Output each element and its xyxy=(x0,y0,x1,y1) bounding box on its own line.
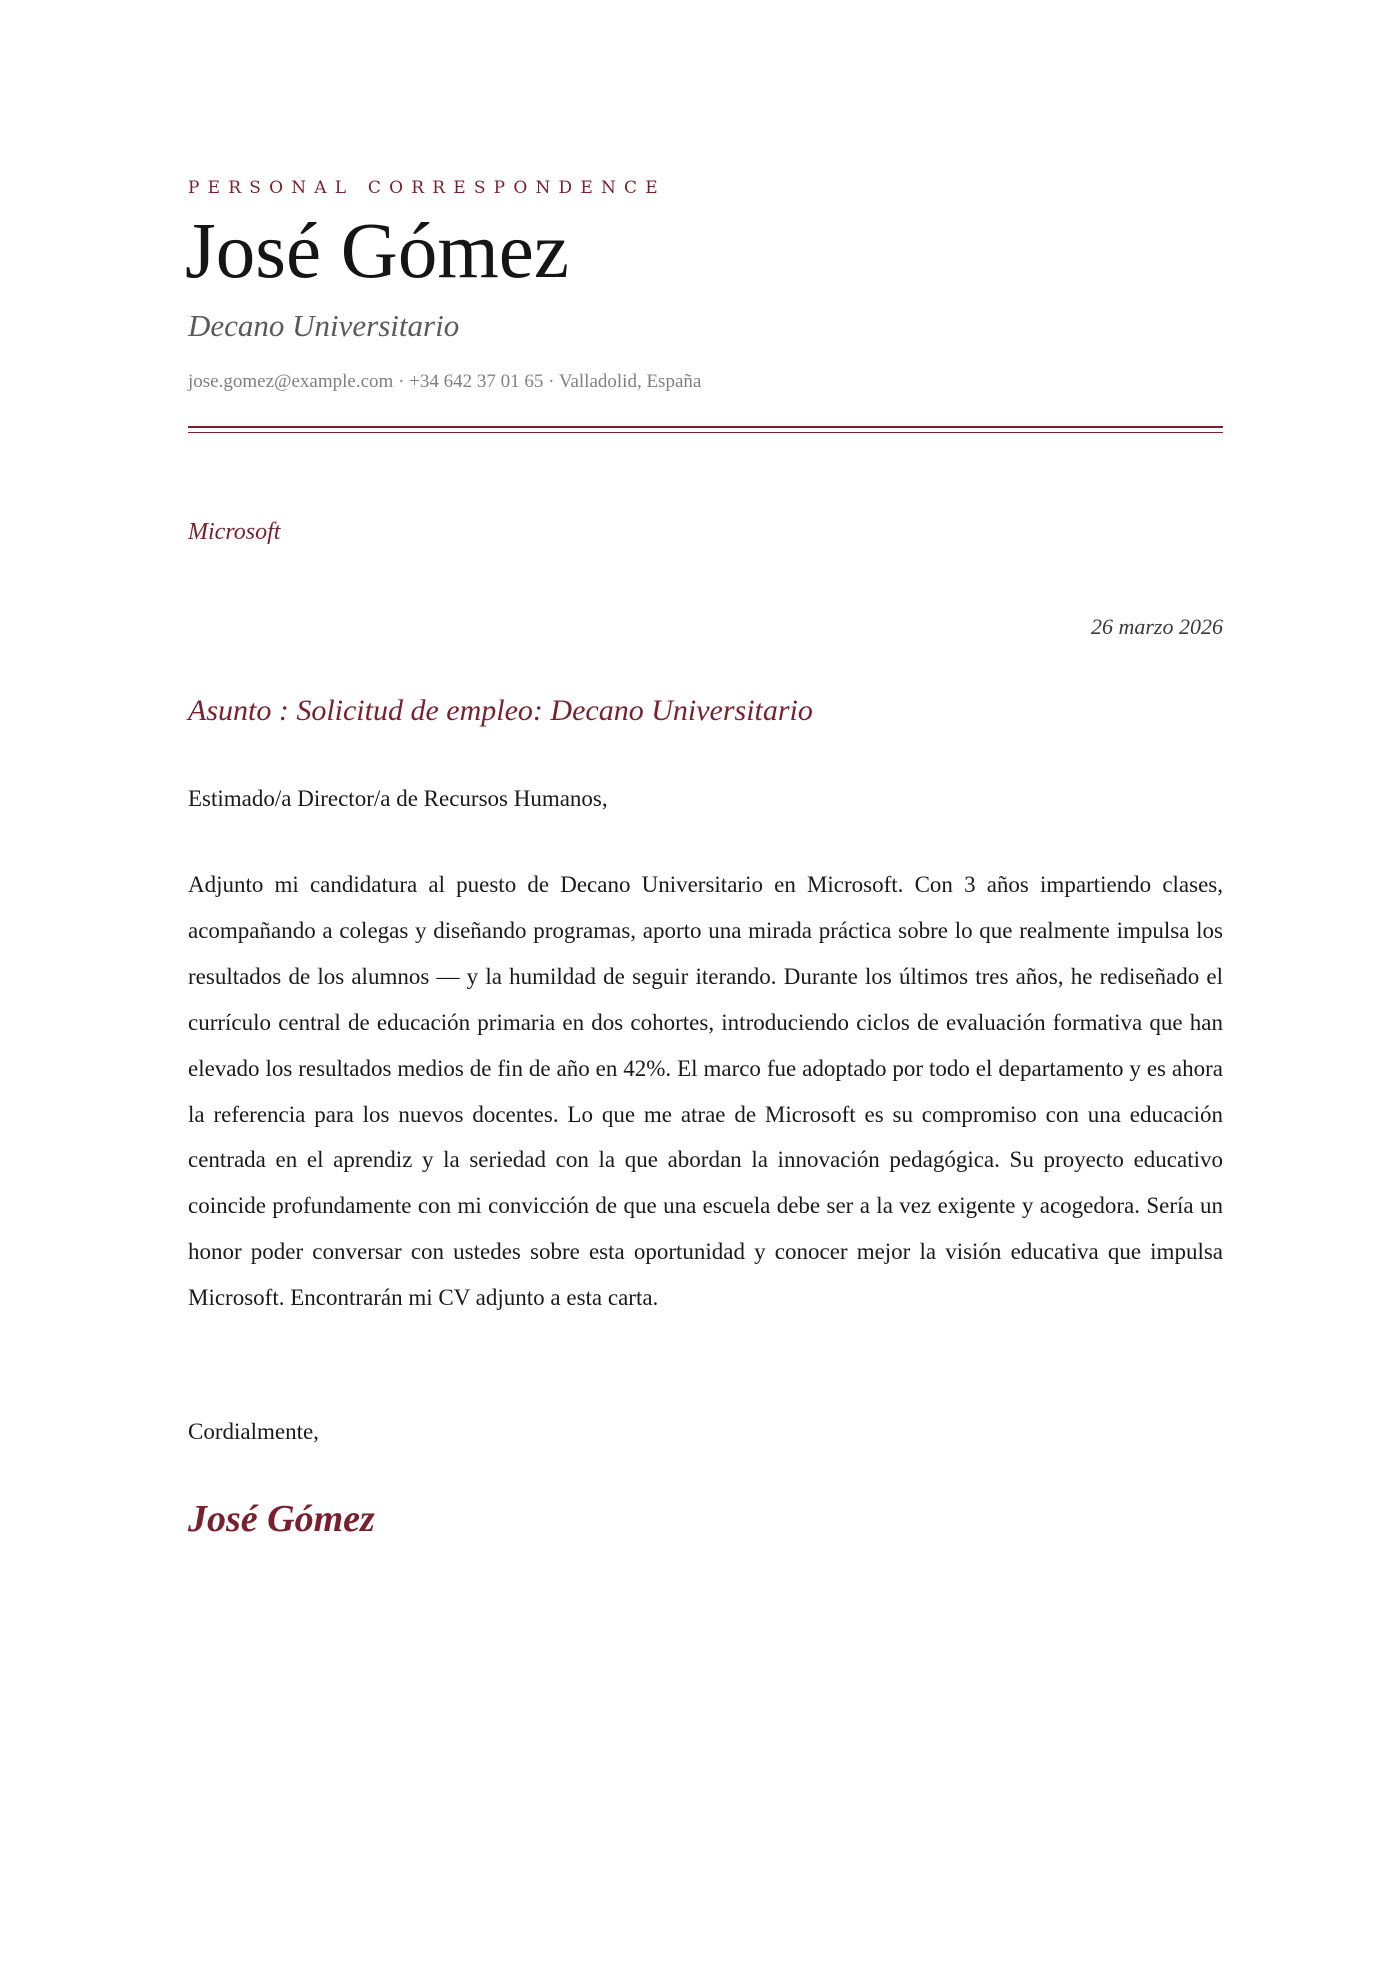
letter-closing: Cordialmente, xyxy=(188,1419,319,1444)
letter-body: Adjunto mi candidatura al puesto de Decano Universitario en Microsoft. Con 3 años impartiendo clases, acompañando a colegas y diseñando programas, aporto una mirada práctica sobre lo que realmente impulsa los resultados de los alumnos — y la humildad de seguir iterando. Durante los últimos tres años, he rediseñado el currículo central de educación primaria en dos cohortes, introduciendo ciclos de evaluación formativa que han elevado los resultados medios de fin de año en 42%. El marco fue adoptado por todo el departamento y es ahora la referencia para los nuevos docentes. Lo que me atrae de Microsoft es su compromiso con una educación centrada en el aprendiz y la seriedad con la que abordan la innovación pedagógica. Su proyecto educativo coincide profundamente con mi convicción de que una escuela debe ser a la vez exigente y acogedora. Sería un honor poder conversar con ustedes sobre esta oportunidad y conocer mejor la visión educativa que impulsa Microsoft. Encontrarán mi CV adjunto a esta carta. xyxy=(188,872,1223,1311)
letter-salutation: Estimado/a Director/a de Recursos Humanos, xyxy=(188,786,608,811)
sender-contact: jose.gomez@example.com · +34 642 37 01 65 · Valladolid, España xyxy=(188,371,702,392)
header-divider-top xyxy=(188,426,1223,428)
signature: José Gómez xyxy=(188,1498,375,1540)
recipient-company: Microsoft xyxy=(188,519,281,545)
sender-name: José Gómez xyxy=(185,208,569,295)
document-eyebrow: PERSONAL CORRESPONDENCE xyxy=(188,178,666,198)
header-divider-bottom xyxy=(188,432,1223,433)
sender-title: Decano Universitario xyxy=(188,308,460,343)
letter-subject: Asunto : Solicitud de empleo: Decano Universitario xyxy=(188,694,813,727)
letter-date: 26 marzo 2026 xyxy=(1090,614,1223,639)
